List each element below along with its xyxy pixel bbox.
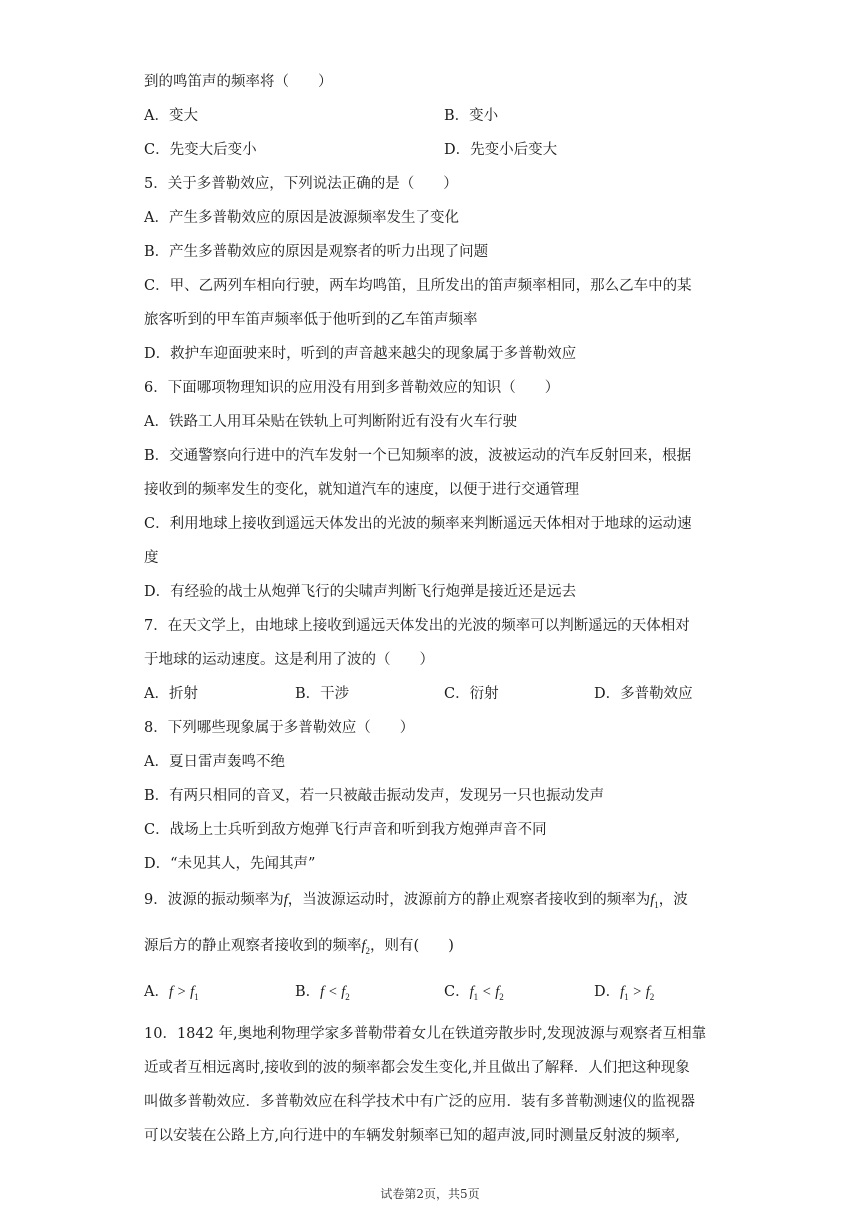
q10-line1: 10．1842 年,奥地利物理学家多普勒带着女儿在铁道旁散步时,发现波源与观察者互相靠 [144,1026,707,1042]
q4-option-d: D．先变小后变大 [444,142,558,158]
q4-option-c: C．先变大后变小 [144,142,257,158]
q6-stem: 6．下面哪项物理知识的应用没有用到多普勒效应的知识（ ） [144,380,560,396]
q7-stem-line2: 于地球的运动速度。这是利用了波的（ ） [144,652,434,668]
q10-line2: 近或者互相远离时,接收到的波的频率都会发生变化,并且做出了解释．人们把这种现象 [144,1060,690,1076]
q9-option-c: C．$f_1 < f_2$ [444,984,504,1002]
q8-option-b: B．有两只相同的音叉，若一只被敲击振动发声，发现另一只也振动发声 [144,788,605,804]
f1-symbol: $f_1$ [650,892,659,910]
q5-option-c-line1: C．甲、乙两列车相向行驶，两车均鸣笛，且所发出的笛声频率相同，那么乙车中的某 [144,278,692,294]
q9-option-d: D．$f_1 > f_2$ [594,984,655,1002]
q7-option-d: D．多普勒效应 [594,686,693,702]
q8-option-c: C．战场上士兵听到敌方炮弹飞行声音和听到我方炮弹声音不同 [144,822,547,838]
q5-stem: 5．关于多普勒效应，下列说法正确的是（ ） [144,176,458,192]
q6-option-c-line1: C．利用地球上接收到遥远天体发出的光波的频率来判断遥远天体相对于地球的运动速 [144,516,692,532]
q6-option-b-line1: B．交通警察向行进中的汽车发射一个已知频率的波，波被运动的汽车反射回来，根据 [144,448,692,464]
q5-option-b: B．产生多普勒效应的原因是观察者的听力出现了问题 [144,244,489,260]
q7-option-c: C．衍射 [444,686,499,702]
q9-option-b: B．$f < f_2$ [295,984,350,1002]
q8-option-a: A．夏日雷声轰鸣不绝 [144,754,285,770]
q5-option-a: A．产生多普勒效应的原因是波源频率发生了变化 [144,210,459,226]
q5-option-d: D．救护车迎面驶来时，听到的声音越来越尖的现象属于多普勒效应 [144,346,577,362]
q7-stem-line1: 7．在天文学上，由地球上接收到遥远天体发出的光波的频率可以判断遥远的天体相对 [144,618,690,634]
q7-option-a: A．折射 [144,686,198,702]
q7-option-b: B．干涉 [295,686,350,702]
q6-option-c-line2: 度 [144,550,159,566]
q4-option-a: A．变大 [144,108,198,124]
q6-option-a: A．铁路工人用耳朵贴在铁轨上可判断附近有没有火车行驶 [144,414,517,430]
q8-stem: 8．下列哪些现象属于多普勒效应（ ） [144,720,415,736]
q4-stem-tail: 到的鸣笛声的频率将（ ） [144,74,333,90]
f2-symbol: $f_2$ [361,938,371,956]
q9-stem-line2: 源后方的静止观察者接收到的频率$f_2$，则有( ) [144,938,454,956]
q10-line3: 叫做多普勒效应．多普勒效应在科学技术中有广泛的应用．装有多普勒测速仪的监视器 [144,1094,695,1110]
q6-option-d: D．有经验的战士从炮弹飞行的尖啸声判断飞行炮弹是接近还是远去 [144,584,577,600]
q4-option-b: B．变小 [444,108,499,124]
q9-option-a: A．$f > f_1$ [144,984,199,1002]
q6-option-b-line2: 接收到的频率发生的变化，就知道汽车的速度，以便于进行交通管理 [144,482,579,498]
page-footer: 试卷第2页，共5页 [380,1187,480,1201]
q8-option-d: D．“未见其人，先闻其声” [144,856,316,872]
q10-line4: 可以安装在公路上方,向行进中的车辆发射频率已知的超声波,同时测量反射波的频率, [144,1128,680,1144]
q5-option-c-line2: 旅客听到的甲车笛声频率低于他听到的乙车笛声频率 [144,312,478,328]
q9-stem-line1: 9．波源的振动频率为f，当波源运动时，波源前方的静止观察者接收到的频率为$f_1$，波 [144,892,688,910]
